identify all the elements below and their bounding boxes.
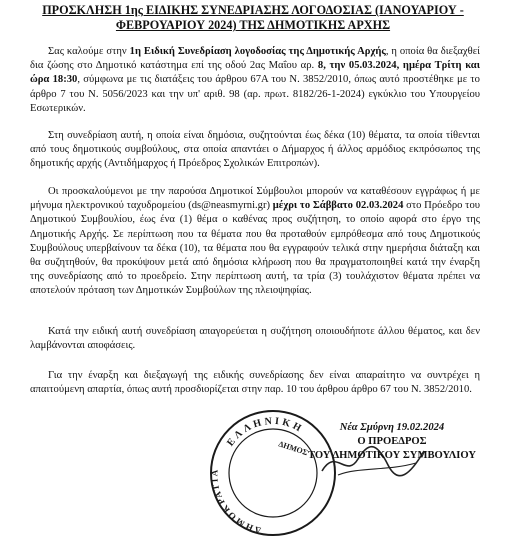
p1-text-e: , σύμφωνα με τις διατάξεις του άρθρου 67Α του Ν. 3852/2010, όπως αυτό προστέθηκε με το άρθρο 7 του Ν. 5056/2023 και την υπ' αριθ. 98 (αρ. πρωτ. 8182/26-1-2024) εγκύκλιο του Υπουργείου Εσωτερικών. [30,74,480,114]
p1-text-c: , η οποία θα διεξαχθεί δια ζώσης στο Δημοτικό κατάστημα επί της οδού 2ας Μαΐου αρ. [30,46,480,72]
p1-session-name: 1η Ειδική Συνεδρίαση λογοδοσίας της Δημοτικής Αρχής [129,46,386,57]
paragraph-invitation [30,45,480,116]
place-date: Νέα Σμύρνη 19.02.2024 [339,422,445,433]
signature-org: ΤΟΥ ΔΗΜΟΤΙΚΟΥ ΣΥΜΒΟΥΛΙΟΥ [307,450,477,461]
signature-block [292,421,492,463]
p3-deadline: μέχρι το Σάββατο 02.03.2024 [272,200,404,212]
svg-text:ΔΗΜΟΚΡΑΤΙΑ [209,468,262,536]
stamp-text-right: ΔΗΜΟΣ [277,439,309,458]
document-title: ΠΡΟΣΚΛΗΣΗ 1ης ΕΙΔΙΚΗΣ ΣΥΝΕΔΡΙΑΣΗΣ ΛΟΓΟΔΟΣΙΑΣ (ΙΑΝΟΥΑΡΙΟΥ - ΦΕΒΡΟΥΑΡΙΟΥ 2024) ΤΗΣ ΔΗΜΟΤΙΚΗΣ ΑΡΧΗΣ [42,3,464,32]
paragraph-restriction: Κατά την ειδική αυτή συνεδρίαση απαγορεύεται η συζήτηση οποιουδήποτε άλλου θέματος, και δεν λαμβάνονται αποφάσεις. [30,326,480,352]
paragraph-topics: Στη συνεδρίαση αυτή, η οποία είναι δημόσια, συζητούνται έως δέκα (10) θέματα, τα οποία τίθενται από τους δημοτικούς συμβούλους, στα οποία απαντάει ο Δήμαρχος ή άλλος αρμόδιος εκπρόσωπος της δημοτικής αρχής (Αντιδήμαρχος ή Πρόεδρος Σχολικών Επιτροπών). [30,130,480,170]
paragraph-submission [30,185,480,299]
p1-text-a: Σας καλούμε στην [48,46,130,57]
p3-text-c: στο Πρόεδρο του Δημοτικού Συμβουλίου, έως ένα (1) θέμα ο καθένας προς συζήτηση, το οποίο αφορά στο έργο της Δημοτικής Αρχής. Σε περίπτωση που τα θέματα που θα προταθούν εμπρόθεσμα από τους Δημοτικούς Συμβούλους υπερβαίνουν τα δέκα (10), τα θέματα που θα εγγραφούν τελικά στην ημερήσια διάταξη και θα συζητηθούν, θα προκύψουν μετά από δημόσια κλήρωση που θα πραγματοποιηθεί κατά την έναρξη της συνεδρίασης από το προεδρείο. Στην περίπτωση αυτή, τα τρία (3) τουλάχιστον θέματα πρέπει να αποτελούν πρόταση των Δημοτικών Συμβούλων της πλειοψηφίας. [30,200,480,297]
p3-text-a: Οι προσκαλούμενοι με την παρούσα Δημοτικοί Σύμβουλοι μπορούν να καταθέσουν εγγράφως ή με μήνυμα ηλεκτρονικού ταχυδρομείου (ds@neasmyrni.gr) [30,186,480,212]
stamp-text-left: ΔΗΜΟΚΡΑΤΙΑ [209,467,262,536]
paragraph-quorum: Για την έναρξη και διεξαγωγή της ειδικής συνεδρίασης δεν είναι απαραίτητο να συντρέχει η απαιτούμενη απαρτία, όπως αυτή προσδιορίζεται στην παρ. 10 του άρθρου άρθρο 67 του Ν. 3852/2010. [30,370,480,396]
stamp-text-top: ΕΛΛΗΝΙΚΗ [225,415,306,449]
p1-date-time: 8, την 05.03.2024, ημέρα Τρίτη και ώρα 18:30 [30,60,480,86]
signature-role: Ο ΠΡΟΕΔΡΟΣ [357,436,427,447]
